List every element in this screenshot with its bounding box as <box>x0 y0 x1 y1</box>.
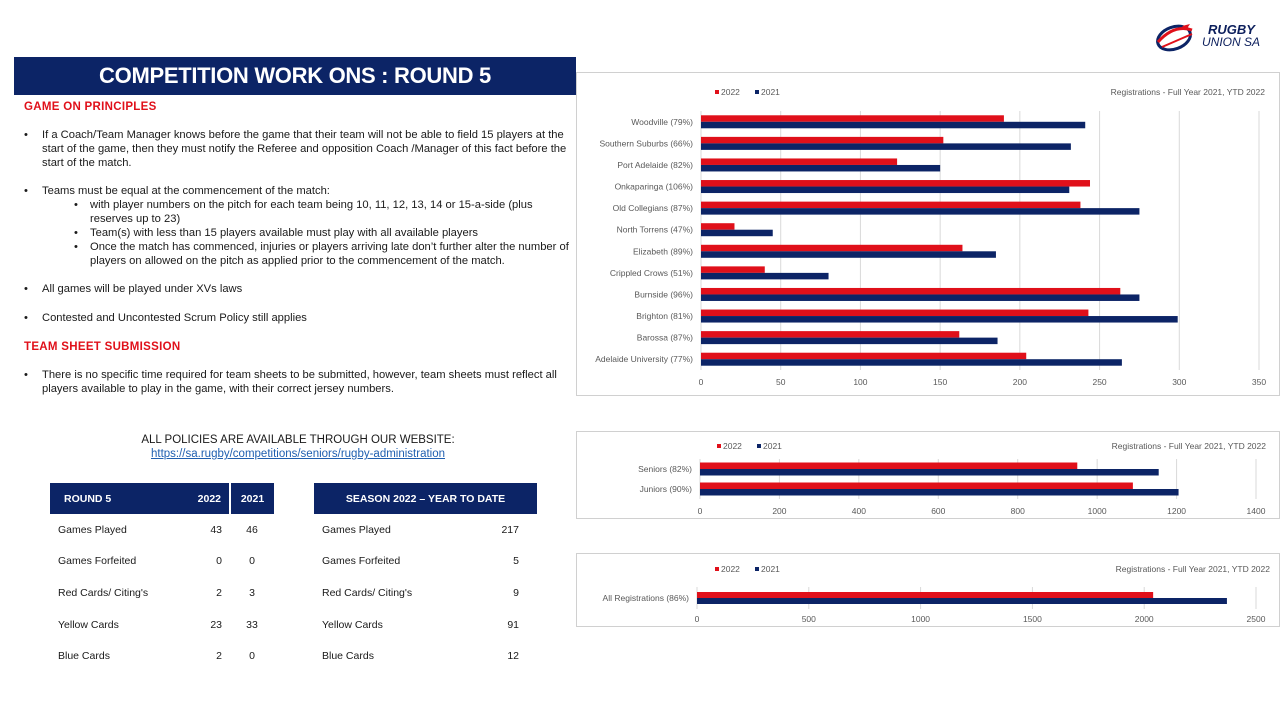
table-cell: 33 <box>246 618 258 631</box>
x-tick-label: 600 <box>931 506 946 516</box>
x-tick-label: 0 <box>697 506 703 516</box>
bar-2022 <box>701 158 897 165</box>
table-cell: 5 <box>513 555 519 568</box>
x-tick-label: 0 <box>694 614 700 624</box>
chart-title: Registrations - Full Year 2021, YTD 2022 <box>1111 441 1266 451</box>
table-row <box>50 546 274 578</box>
table-cell: 46 <box>246 523 258 536</box>
website-label: ALL POLICIES ARE AVAILABLE THROUGH OUR WEBSITE: <box>141 434 455 446</box>
category-label: Seniors (82%) <box>638 464 692 474</box>
table-row <box>50 640 274 672</box>
table-cell: 2 <box>216 650 222 663</box>
category-label: Barossa (87%) <box>636 332 693 343</box>
table-cell: Yellow Cards <box>322 618 383 631</box>
bar-2022 <box>701 180 1090 187</box>
x-tick-label: 150 <box>933 377 948 387</box>
chart-title: Registrations - Full Year 2021, YTD 2022 <box>1115 564 1270 574</box>
x-tick-label: 2500 <box>1246 614 1266 624</box>
table-row <box>314 609 537 641</box>
legend-label-2022: 2022 <box>721 564 740 574</box>
legend-label-2022: 2022 <box>721 87 740 97</box>
table-header: 2021 <box>230 483 274 514</box>
bar-2021 <box>700 469 1159 476</box>
category-label: North Torrens (47%) <box>616 224 693 235</box>
game-on-principles-heading: GAME ON PRINCIPLES <box>24 101 157 113</box>
policies-text <box>24 100 572 396</box>
x-tick-label: 800 <box>1010 506 1025 516</box>
x-tick-label: 100 <box>853 377 868 387</box>
principle-sub-bullet: • Team(s) with less than 15 players available must play with all available players <box>24 226 572 240</box>
x-tick-label: 50 <box>775 377 786 387</box>
chart-title: Registrations - Full Year 2021, YTD 2022 <box>1110 87 1265 97</box>
table-row <box>314 577 537 609</box>
bar-2022 <box>701 202 1080 209</box>
table-cell: 23 <box>210 618 222 631</box>
x-tick-label: 200 <box>1012 377 1027 387</box>
bar-2021 <box>701 294 1139 301</box>
table-header: SEASON 2022 – YEAR TO DATE <box>314 483 537 514</box>
bar-2021 <box>701 251 996 258</box>
bar-2022 <box>701 266 765 273</box>
logo-line-2: UNION SA <box>1202 35 1261 49</box>
legend-label-2021: 2021 <box>761 87 780 97</box>
category-label: Old Collegians (87%) <box>612 203 693 214</box>
legend-label-2022: 2022 <box>723 441 742 451</box>
x-tick-label: 400 <box>851 506 866 516</box>
x-tick-label: 500 <box>801 614 816 624</box>
table-row <box>50 577 274 609</box>
round-5-table <box>50 483 274 672</box>
table-cell: Games Played <box>322 523 391 536</box>
website-link[interactable]: https://sa.rugby/competitions/seniors/rugby-administration <box>150 448 446 460</box>
table-cell: 12 <box>507 650 519 663</box>
principle-bullet: • All games will be played under XVs laws <box>24 282 572 296</box>
bar-2021 <box>701 165 940 172</box>
bar-2021 <box>697 598 1227 604</box>
legend-swatch-2021 <box>755 567 759 571</box>
category-label: Brighton (81%) <box>636 311 693 322</box>
chart-svg <box>577 554 1279 626</box>
chart-svg <box>577 432 1279 518</box>
bar-2021 <box>700 489 1179 496</box>
category-label: Onkaparinga (106%) <box>614 181 693 192</box>
chart-club-registrations <box>576 72 1280 396</box>
table-cell: 9 <box>513 586 519 599</box>
bar-2022 <box>701 137 943 144</box>
legend-swatch-2022 <box>715 90 719 94</box>
table-cell: 91 <box>507 618 519 631</box>
x-tick-label: 1000 <box>1087 506 1107 516</box>
table-row <box>314 514 537 546</box>
table-cell: 0 <box>249 650 255 663</box>
chart-all-registrations <box>576 553 1280 627</box>
legend-label-2021: 2021 <box>761 564 780 574</box>
category-label: Southern Suburbs (66%) <box>599 138 693 149</box>
category-label: Juniors (90%) <box>639 484 692 494</box>
table-cell: 3 <box>249 586 255 599</box>
x-tick-label: 250 <box>1092 377 1107 387</box>
table-cell: Blue Cards <box>322 650 374 663</box>
bar-2021 <box>701 230 773 237</box>
bar-2022 <box>701 288 1120 295</box>
x-tick-label: 0 <box>698 377 704 387</box>
bar-2021 <box>701 143 1071 150</box>
table-header: 2022 <box>184 483 230 514</box>
bar-2021 <box>701 273 829 280</box>
table-cell: 0 <box>249 555 255 568</box>
table-row <box>50 514 274 546</box>
principle-sub-bullet: • with player numbers on the pitch for each team being 10, 11, 12, 13, 14 or 15-a-side (plus reserves up to 23) <box>24 198 572 226</box>
bar-2022 <box>701 310 1088 317</box>
table-row <box>314 546 537 578</box>
bar-2022 <box>700 483 1133 490</box>
x-tick-label: 350 <box>1251 377 1267 387</box>
bar-2021 <box>701 338 998 345</box>
principle-bullet: • Teams must be equal at the commencement of the match: <box>24 184 572 198</box>
table-cell: 43 <box>210 523 222 536</box>
table-header-row <box>50 483 274 514</box>
team-sheet-bullet: • There is no specific time required for team sheets to be submitted, however, team sheets must reflect all players available to play in the game, with their correct jersey numbers. <box>24 368 572 396</box>
table-row <box>50 609 274 641</box>
bar-2022 <box>701 245 962 252</box>
logo-text <box>1202 23 1260 49</box>
bar-2021 <box>701 316 1178 323</box>
table-cell: 217 <box>501 523 519 536</box>
season-ytd-table <box>314 483 537 672</box>
x-tick-label: 200 <box>772 506 787 516</box>
legend-swatch-2021 <box>755 90 759 94</box>
x-tick-label: 300 <box>1172 377 1187 387</box>
bar-2022 <box>700 463 1077 470</box>
table-cell: Red Cards/ Citing's <box>322 586 413 599</box>
bar-2022 <box>701 223 734 230</box>
rugby-union-sa-logo[interactable] <box>1152 20 1270 56</box>
category-label: Crippled Crows (51%) <box>609 267 693 278</box>
table-cell: Games Played <box>58 523 127 536</box>
table-cell: Yellow Cards <box>58 618 119 631</box>
bar-2021 <box>701 359 1122 366</box>
legend-swatch-2021 <box>757 444 761 448</box>
category-label: Woodville (79%) <box>631 116 693 127</box>
chart-svg <box>577 73 1279 395</box>
table-cell: Red Cards/ Citing's <box>58 586 149 599</box>
team-sheet-heading: TEAM SHEET SUBMISSION <box>24 341 181 353</box>
rugby-ball-icon <box>1152 20 1200 54</box>
table-cell: 0 <box>216 555 222 568</box>
x-tick-label: 1400 <box>1246 506 1266 516</box>
bar-2021 <box>701 187 1069 194</box>
x-tick-label: 1200 <box>1167 506 1187 516</box>
category-label: Adelaide University (77%) <box>595 354 693 365</box>
logo-line-1: RUGBY <box>1208 22 1255 37</box>
legend-label-2021: 2021 <box>763 441 782 451</box>
table-cell: 2 <box>216 586 222 599</box>
x-tick-label: 1000 <box>911 614 931 624</box>
bar-2022 <box>701 331 959 338</box>
bar-2022 <box>697 592 1153 598</box>
category-label: Port Adelaide (82%) <box>617 159 693 170</box>
legend-swatch-2022 <box>715 567 719 571</box>
principle-sub-bullet: • Once the match has commenced, injuries or players arriving late don’t further alter the number of players on allowed on the pitch as applied prior to the commencement of the match. <box>24 240 572 268</box>
principle-bullet: • Contested and Uncontested Scrum Policy still applies <box>24 311 572 325</box>
page-title: COMPETITION WORK ONS : ROUND 5 <box>14 57 576 95</box>
chart-seniors-juniors <box>576 431 1280 519</box>
x-tick-label: 2000 <box>1134 614 1154 624</box>
legend-swatch-2022 <box>717 444 721 448</box>
bar-2021 <box>701 208 1139 215</box>
category-label: Elizabeth (89%) <box>632 246 693 257</box>
principle-bullet: • If a Coach/Team Manager knows before the game that their team will not be able to field 15 players at the start of the game, then they must notify the Referee and opposition Coach /Manager of this fact before the start of the match. <box>24 128 572 170</box>
table-row <box>314 640 537 672</box>
bar-2022 <box>701 115 1004 122</box>
category-label: All Registrations (86%) <box>602 593 689 603</box>
category-label: Burnside (96%) <box>634 289 693 300</box>
table-header: ROUND 5 <box>50 483 184 514</box>
table-cell: Games Forfeited <box>322 555 401 568</box>
table-header-row <box>314 483 537 514</box>
x-tick-label: 1500 <box>1022 614 1042 624</box>
website-note <box>24 433 572 461</box>
table-cell: Games Forfeited <box>58 555 137 568</box>
bar-2022 <box>701 353 1026 360</box>
bar-2021 <box>701 122 1085 129</box>
table-cell: Blue Cards <box>58 650 110 663</box>
